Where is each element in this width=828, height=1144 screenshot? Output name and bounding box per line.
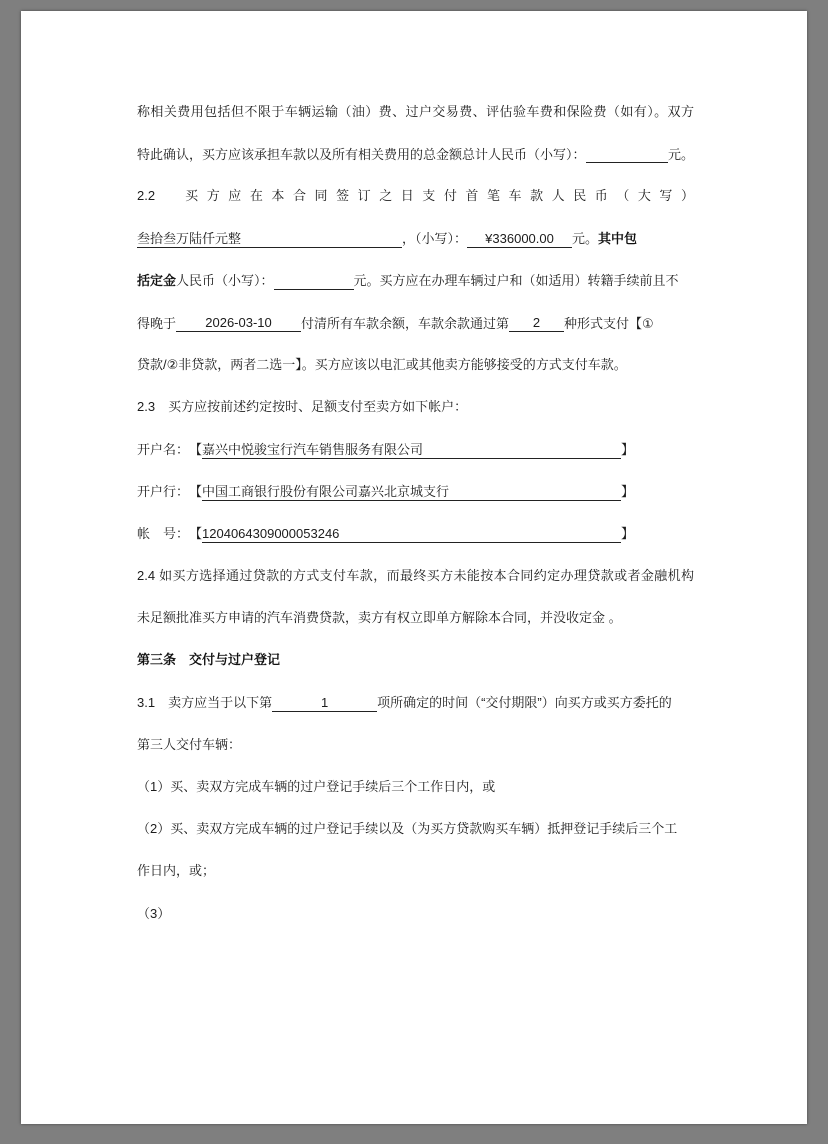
account-number-row	[137, 513, 634, 555]
bank-label: 开户行：	[137, 484, 190, 500]
deposit-label: 人民币（小写）：	[176, 273, 274, 289]
section-3-heading: 第三条 交付与过户登记	[137, 652, 281, 668]
clause-3-1-intro-line-2: 第三人交付车辆：	[137, 736, 242, 752]
clause-3-1-item-1: （1）买、卖双方完成车辆的过户登记手续后三个工作日内，或	[137, 779, 496, 794]
bank-name-value: 中国工商银行股份有限公司嘉兴北京城支行	[202, 483, 621, 501]
clause-3-1-item-2-line-1: （2）买、卖双方完成车辆的过户登记手续以及（为买方贷款购买车辆）抵押登记手续后三个工	[137, 821, 678, 837]
clause-3-1-intro-line	[137, 682, 694, 724]
fees-total-unit: 元。	[667, 146, 694, 162]
fees-paragraph-line-2	[137, 133, 694, 175]
document-page	[21, 11, 807, 1124]
clause-3-1-pre-text: 3.1 卖方应当于以下第	[137, 695, 273, 711]
deposit-post-text: 元。买方应在办理车辆过户和（如适用）转籍手续前且不	[353, 273, 679, 289]
deadline-post-text: 种形式支付【①	[564, 315, 654, 331]
fees-total-blank-field	[586, 145, 668, 163]
clause-2-2-intro: 2.2 买方应在本合同签订之日支付首笔车款人民币（大写）	[137, 188, 694, 204]
clause-3-1-item-2-line-2: 作日内，或；	[137, 863, 216, 879]
open-bracket: 【	[189, 526, 203, 542]
deadline-mid-text: 付清所有车款余额，车款余款通过第	[301, 315, 510, 331]
account-number-label: 帐 号：	[137, 526, 190, 542]
close-bracket: 】	[620, 442, 634, 458]
bank-name-row	[137, 471, 634, 513]
payment-deadline-field: 2026-03-10	[176, 314, 301, 332]
close-bracket: 】	[620, 484, 634, 500]
account-name-label: 开户名：	[137, 442, 190, 458]
close-bracket: 】	[620, 526, 634, 542]
account-name-row	[137, 429, 634, 471]
account-name-value: 嘉兴中悦骏宝行汽车销售服务有限公司	[202, 441, 621, 459]
deposit-bold-head: 括定金	[137, 273, 177, 289]
clause-2-2-deadline-line	[137, 302, 694, 344]
deposit-bold-tail: 其中包	[598, 231, 638, 247]
clause-2-4-line-2: 未足额批准买方申请的汽车消费贷款，卖方有权立即单方解除本合同，并没收定金 。	[137, 610, 622, 626]
clause-2-2-options-line: 贷款/②非贷款，两者二选一】。买方应该以电汇或其他卖方能够接受的方式支付车款。	[137, 357, 627, 373]
clause-2-4-line-1: 2.4 如买方选择通过贷款的方式支付车款，而最终买方未能按本合同约定办理贷款或者金融机构	[137, 568, 694, 584]
payment-form-field: 2	[509, 314, 564, 332]
amount-mid-label: ，（小写）：	[402, 231, 468, 247]
fees-paragraph-line-1: 称相关费用包括但不限于车辆运输（油）费、过户交易费、评估验车费和保险费（如有）。双方	[137, 104, 694, 119]
amount-unit: 元。	[572, 231, 599, 247]
fees-total-label: 特此确认，买方应该承担车款以及所有相关费用的总金额总计人民币（小写）：	[137, 146, 586, 162]
amount-in-words-field: 叁拾叁万陆仟元整	[137, 230, 402, 248]
delivery-option-field: 1	[272, 694, 377, 712]
open-bracket: 【	[189, 442, 203, 458]
open-bracket: 【	[189, 484, 203, 500]
clause-3-1-item-3: （3）	[137, 905, 171, 921]
account-number-value: 1204064309000053246	[202, 525, 621, 543]
deadline-pre-text: 得晚于	[137, 315, 177, 331]
clause-2-3-intro: 2.3 买方应按前述约定按时、足额支付至卖方如下帐户：	[137, 399, 468, 415]
deposit-amount-blank-field	[274, 272, 354, 290]
clause-2-2-amount-line	[137, 218, 694, 260]
clause-2-2-deposit-line	[137, 260, 694, 302]
clause-3-1-post-text: 项所确定的时间（“交付期限”）向买方或买方委托的	[377, 695, 672, 711]
amount-numeric-field: ¥336000.00	[467, 230, 572, 248]
